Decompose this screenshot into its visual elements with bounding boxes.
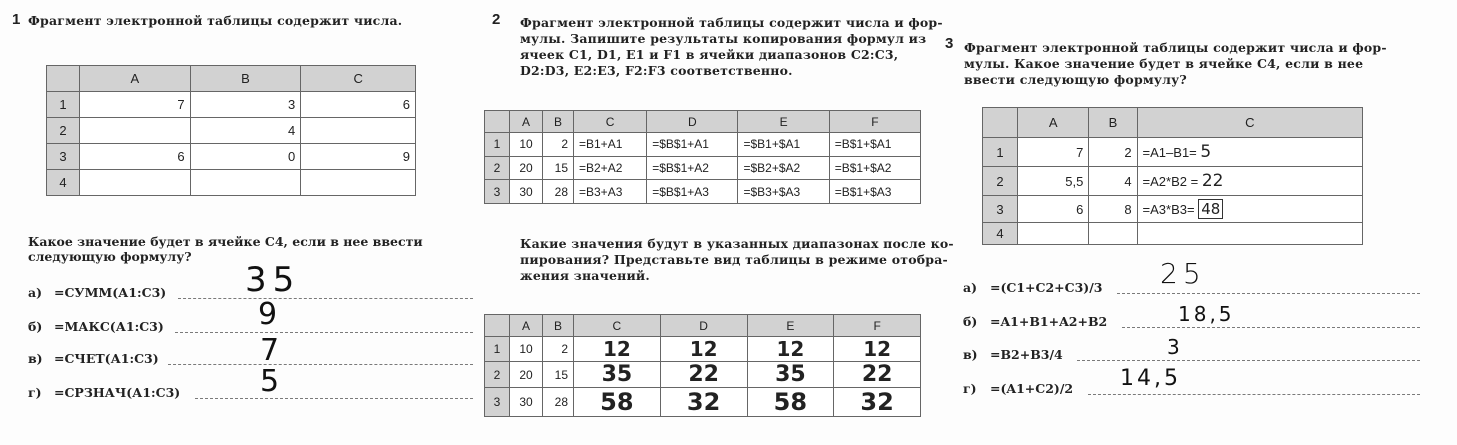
cell-a1: 10 [510,133,543,157]
handwritten-cell-c1: 12 [574,337,661,362]
col-header: B [190,66,301,92]
handwritten-answer: 14,5 [1120,366,1181,391]
cell-d2: =$B$1+A2 [647,156,738,180]
handwritten-cell-c3: 58 [574,388,661,417]
answer-line [195,398,473,399]
cell-c3: 9 [301,144,416,170]
task1-question-line2: следующую формулу? [28,249,192,264]
cell-c2 [301,118,416,144]
task2-text-line: D2:D3, E2:E3, F2:F3 соответственно. [520,63,793,78]
handwritten-answer: 18,5 [1178,302,1235,326]
cell-c1 [1137,138,1362,167]
col-header: B [543,315,574,337]
cell-b4 [1089,222,1137,244]
cell-c2 [1137,167,1362,196]
col-header: A [510,315,543,337]
row-header: 2 [485,362,510,388]
cell-c3 [1137,196,1362,222]
col-header: F [829,111,920,133]
handwritten-cell-e1: 12 [747,337,834,362]
col-header: D [660,315,747,337]
task3-option-formula: =B2+B3/4 [990,347,1063,362]
cell-b3: 28 [543,180,574,204]
handwritten-cell-f3: 32 [834,388,921,417]
row-header: 4 [983,222,1018,244]
task1-option-formula: =СУММ(А1:С3) [54,285,167,300]
cell-c3: =B3+A3 [574,180,647,204]
cell-a2: 5,5 [1018,167,1089,196]
task1-question-line1: Какое значение будет в ячейке С4, если в нее ввести [28,234,423,249]
cell-b1: 2 [543,133,574,157]
task3-option-formula: =A1+B1+A2+B2 [990,314,1108,329]
task1-option-letter: в) [28,351,43,366]
task1-title: Фрагмент электронной таблицы содержит числа. [28,13,403,28]
handwritten-answer: 9 [258,297,278,332]
task3-spreadsheet [982,107,1363,245]
cell-b2: 4 [190,118,301,144]
cell-b2: 4 [1089,167,1137,196]
task2-formula-table [484,110,921,204]
row-header: 1 [485,337,510,362]
cell-f1: =B$1+$A1 [829,133,920,157]
col-header: C [574,315,661,337]
cell-a2: 20 [510,362,543,388]
cell-a4 [80,170,191,196]
formula-text: =A3*B3= [1142,202,1195,218]
task2-number: 2 [492,11,501,28]
cell-a3: 6 [1018,196,1089,222]
corner-cell [485,111,510,133]
cell-a3: 6 [80,144,191,170]
task2-text-line: Фрагмент электронной таблицы содержит числа и фор- [520,15,943,30]
cell-e2: =$B2+$A2 [738,156,829,180]
handwritten-cell-d3: 32 [660,388,747,417]
formula-text: =A2*B2 = [1142,174,1199,190]
cell-e1: =$B1+$A1 [738,133,829,157]
cell-b4 [190,170,301,196]
handwritten-cell-d1: 12 [660,337,747,362]
task3-option-letter: б) [963,314,978,329]
task2-text-line: ячеек С1, D1, E1 и F1 в ячейки диапазонов С2:С3, [520,47,899,62]
col-header: D [647,111,738,133]
task3-text-line: мулы. Какое значение будет в ячейке С4, если в нее [964,56,1364,71]
task2-values-table [484,314,921,417]
handwritten-cell-f2: 22 [834,362,921,388]
cell-a1: 10 [510,337,543,362]
handwritten-value: 5 [1200,142,1212,163]
cell-a2 [80,118,191,144]
task1-option-formula: =СЧЕТ(А1:С3) [54,351,159,366]
row-header: 3 [485,180,510,204]
row-header: 2 [485,156,510,180]
cell-c4 [1137,222,1362,244]
task1-option-letter: а) [28,285,43,300]
handwritten-answer: 5 [260,364,280,399]
task1-number: 1 [12,11,21,28]
task3-option-formula: =(A1+C2)/2 [990,381,1074,396]
col-header: C [1137,108,1362,138]
cell-b3: 0 [190,144,301,170]
formula-text: =A1–B1= [1142,145,1197,161]
row-header: 4 [47,170,80,196]
task2-question-line: пирования? Представьте вид таблицы в режиме отобра- [520,252,948,267]
task3-option-letter: в) [963,347,978,362]
cell-c1: 6 [301,92,416,118]
task1-spreadsheet [46,65,416,196]
task3-option-letter: г) [963,381,977,396]
corner-cell [983,108,1018,138]
cell-f2: =B$1+$A2 [829,156,920,180]
row-header: 1 [47,92,80,118]
cell-a3: 30 [510,388,543,417]
row-header: 3 [983,196,1018,222]
col-header: C [301,66,416,92]
task2-question-line: Какие значения будут в указанных диапазонах после ко- [520,236,954,251]
cell-d3: =$B$1+A3 [647,180,738,204]
row-header: 3 [485,388,510,417]
answer-line [1122,327,1420,328]
col-header: B [543,111,574,133]
task3-number: 3 [945,35,954,52]
cell-a1: 7 [80,92,191,118]
cell-b3: 8 [1089,196,1137,222]
task2-question-line: жения значений. [520,268,650,283]
corner-cell [47,66,80,92]
cell-a4 [1018,222,1089,244]
cell-a1: 7 [1018,138,1089,167]
handwritten-cell-c2: 35 [574,362,661,388]
cell-c2: =B2+A2 [574,156,647,180]
col-header: F [834,315,921,337]
cell-b2: 15 [543,362,574,388]
handwritten-value: 22 [1201,171,1224,192]
cell-c1: =B1+A1 [574,133,647,157]
row-header: 2 [983,167,1018,196]
cell-a2: 20 [510,156,543,180]
handwritten-cell-e2: 35 [747,362,834,388]
row-header: 1 [485,133,510,157]
handwritten-cell-e3: 58 [747,388,834,417]
task1-option-formula: =СРЗНАЧ(А1:С3) [54,385,181,400]
cell-b1: 2 [543,337,574,362]
col-header: E [747,315,834,337]
handwritten-answer: 3 [1167,335,1180,359]
cell-e3: =$B3+$A3 [738,180,829,204]
answer-line [1088,394,1420,395]
task3-option-letter: а) [963,280,978,295]
handwritten-answer: 25 [1160,257,1206,290]
col-header: A [1018,108,1089,138]
handwritten-cell-d2: 22 [660,362,747,388]
cell-b2: 15 [543,156,574,180]
handwritten-value: 48 [1198,199,1223,219]
answer-line [175,332,473,333]
corner-cell [485,315,510,337]
handwritten-answer: 7 [260,333,280,368]
cell-d1: =$B$1+A1 [647,133,738,157]
row-header: 1 [983,138,1018,167]
col-header: B [1089,108,1137,138]
answer-line [168,364,473,365]
col-header: C [574,111,647,133]
answer-line [178,298,473,299]
col-header: A [510,111,543,133]
task3-option-formula: =(C1+C2+C3)/3 [990,280,1103,295]
handwritten-answer: 35 [245,260,301,300]
task2-text-line: мулы. Запишите результаты копирования формул из [520,31,927,46]
task3-text-line: ввести следующую формулу? [964,72,1187,87]
cell-f3: =B$1+$A3 [829,180,920,204]
col-header: A [80,66,191,92]
cell-c4 [301,170,416,196]
cell-b1: 2 [1089,138,1137,167]
task1-option-letter: б) [28,319,43,334]
col-header: E [738,111,829,133]
task3-text-line: Фрагмент электронной таблицы содержит числа и фор- [964,40,1387,55]
cell-a3: 30 [510,180,543,204]
row-header: 2 [47,118,80,144]
task1-option-formula: =МАКС(А1:С3) [54,319,164,334]
answer-line [1117,293,1420,294]
handwritten-cell-f1: 12 [834,337,921,362]
task1-option-letter: г) [28,385,42,400]
cell-b1: 3 [190,92,301,118]
answer-line [1077,360,1420,361]
row-header: 3 [47,144,80,170]
cell-b3: 28 [543,388,574,417]
